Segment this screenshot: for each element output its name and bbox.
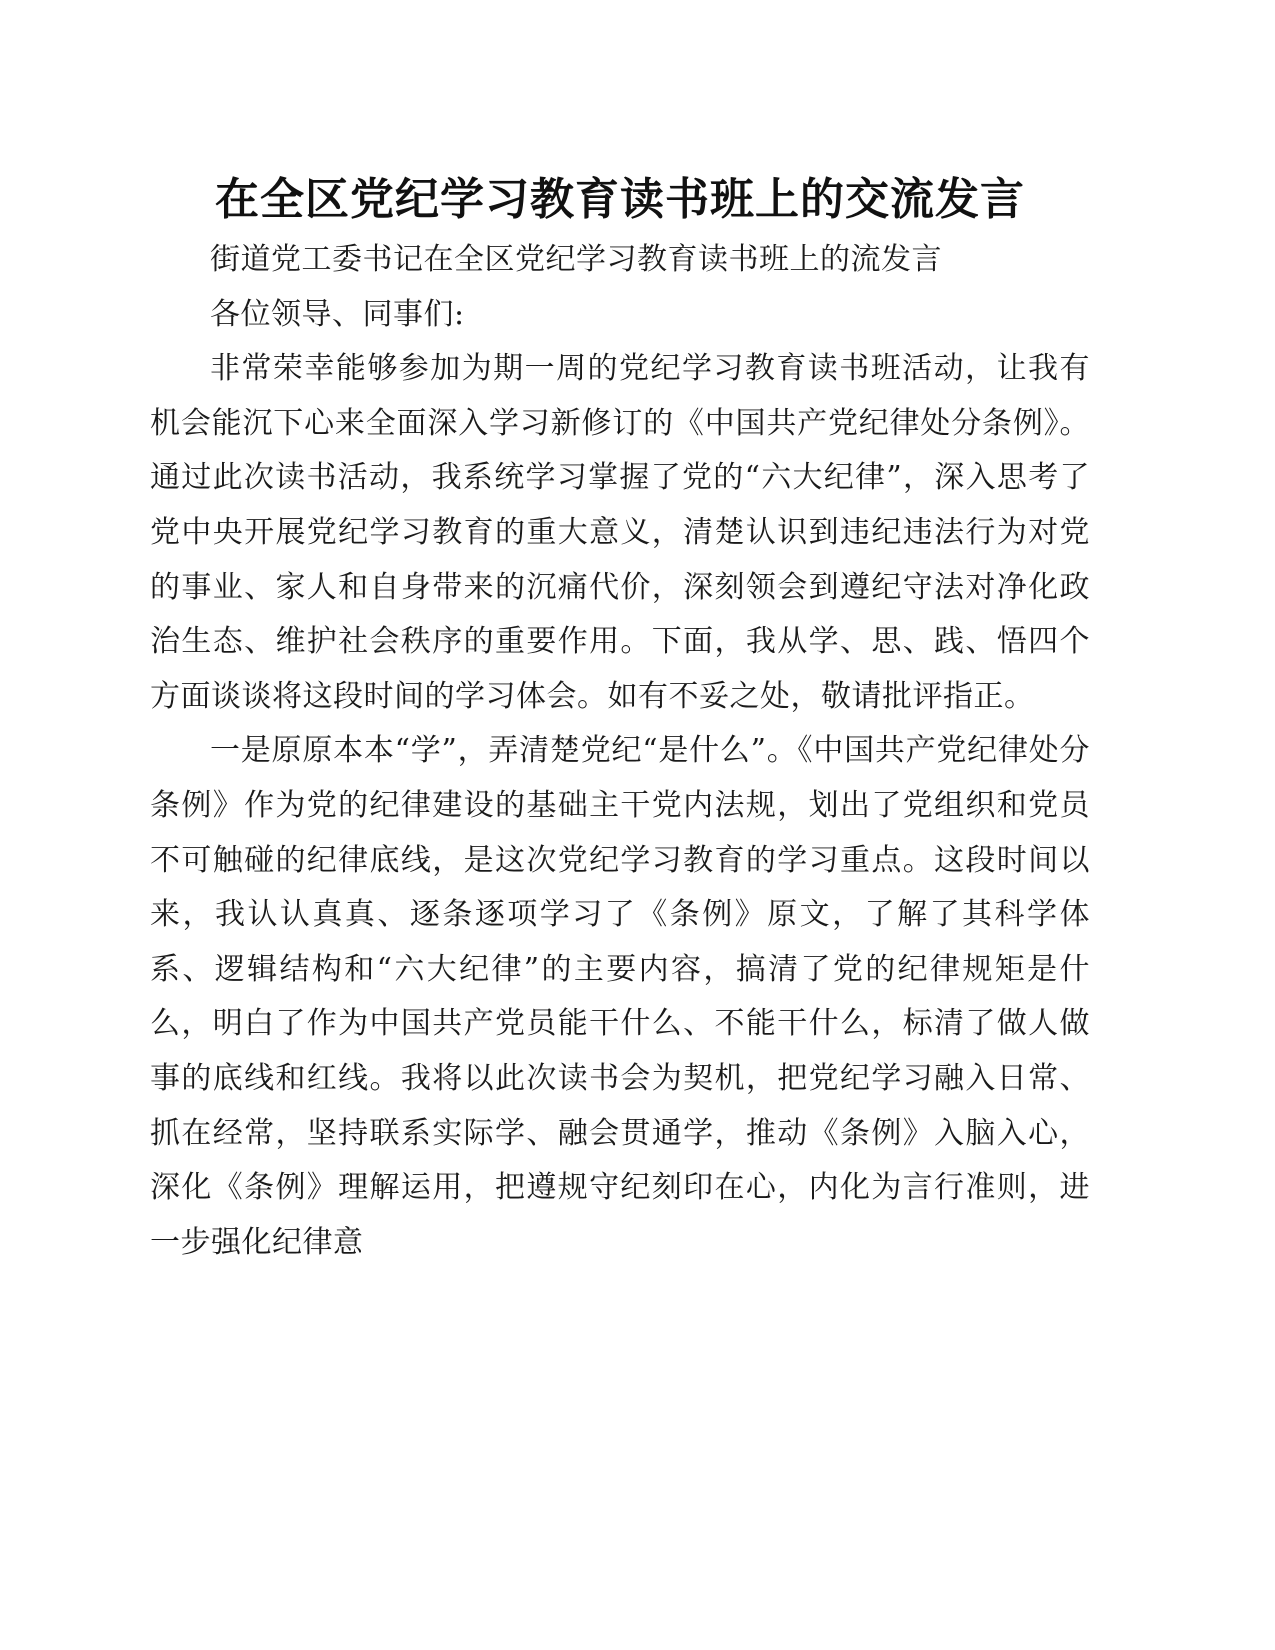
subtitle-line: 街道党工委书记在全区党纪学习教育读书班上的流发言 (210, 242, 942, 277)
salutation: 各位领导、同事们: (210, 296, 465, 332)
document-body (150, 233, 1090, 1270)
paragraph-intro: 非常荣幸能够参加为期一周的党纪学习教育读书班活动，让我有机会能沉下心来全面深入学习新修订的《中国共产党纪律处分条例》。通过此次读书活动，我系统学习掌握了党的“六大纪律”，深入思考了党中央开展党纪学习教育的重大意义，清楚认识到违纪违法行为对党的事业、家人和自身带来的沉痛代价，深刻领会到遵纪守法对净化政治生态、维护社会秩序的重要作用。下面，我从学、思、践、悟四个方面谈谈将这段时间的学习体会。如有不妥之处，敬请批评指正。 (150, 351, 1090, 714)
document-title: 在全区党纪学习教育读书班上的交流发言 (215, 174, 1025, 225)
paragraph-study: 一是原原本本“学”，弄清楚党纪“是什么”。《中国共产党纪律处分条例》作为党的纪律建设的基础主干党内法规，划出了党组织和党员不可触碰的纪律底线，是这次党纪学习教育的学习重点。这段时间以来，我认认真真、逐条逐项学习了《条例》原文，了解了其科学体系、逻辑结构和“六大纪律”的主要内容，搞清了党的纪律规矩是什么，明白了作为中国共产党员能干什么、不能干什么，标清了做人做事的底线和红线。我将以此次读书会为契机，把党纪学习融入日常、抓在经常，坚持联系实际学、融会贯通学，推动《条例》入脑入心，深化《条例》理解运用，把遵规守纪刻印在心，内化为言行准则，进一步强化纪律意 (150, 733, 1090, 1260)
